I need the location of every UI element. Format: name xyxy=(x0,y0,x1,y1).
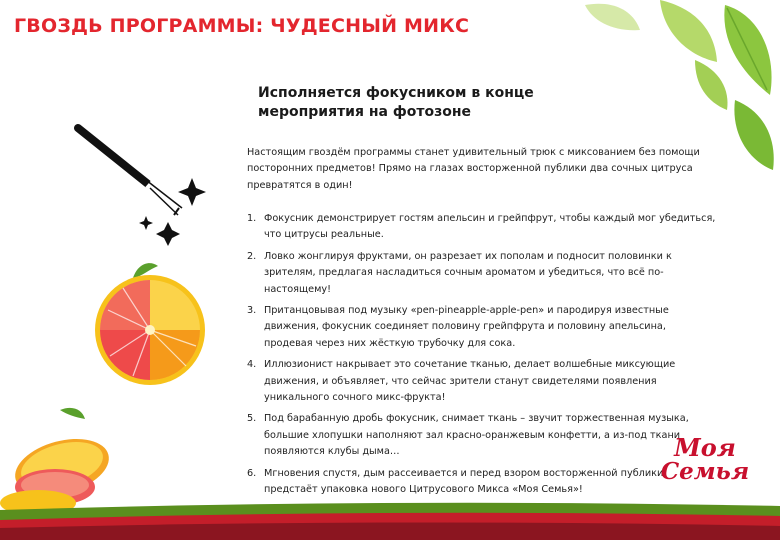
leaf-icon xyxy=(734,100,773,170)
list-item-text: Пританцовывая под музыку «pen-pineapple-apple-pen» и пародируя известные движения, фокусник соединяет половину грейпфрута и половину апельсина, продевая через них жёсткую трубочку для сока. xyxy=(264,305,669,349)
list-item-text: Фокусник демонстрирует гостям апельсин и грейпфрут, чтобы каждый мог убедиться, что цитрусы реальные. xyxy=(264,213,716,241)
leaf-icon xyxy=(660,0,717,62)
sparkle-icon xyxy=(139,216,153,230)
list-number: 3. xyxy=(247,305,257,317)
list-item-text: Мгновения спустя, дым рассеивается и перед взором восторженной публики предстаёт упаковка нового Цитрусового Микса «Моя Семья»! xyxy=(264,467,664,496)
sparkle-icon xyxy=(178,178,206,206)
list-item-text: Под барабанную дробь фокусник, снимает ткань – звучит торжественная музыка, большие хлопушки наполняют зал красно-оранжевым конфетти, а из-под ткани появляются клубы дыма… xyxy=(264,413,689,458)
list-item xyxy=(247,466,717,499)
subtitle: Исполняется фокусником в конце мероприятия на фотозоне xyxy=(258,85,534,120)
list-item-text: Иллюзионист накрывает это сочетание тканью, делает волшебные миксующие движения, и объявляет, что сейчас зрители станут свидетелями появления уникального сочного микс-фрукта! xyxy=(264,359,676,404)
list-number: 4. xyxy=(247,359,257,371)
magic-wand-icon xyxy=(70,118,220,253)
brand-logo xyxy=(650,433,760,485)
list-item-text: Ловко жонглируя фруктами, он разрезает их пополам и подносит половинки к зрителям, предлагая насладиться сочным ароматом и убедиться, что всё по-настоящему! xyxy=(264,250,672,295)
steps-list xyxy=(247,211,717,504)
list-item xyxy=(247,249,717,298)
list-item xyxy=(247,411,717,460)
leaf-icon xyxy=(585,4,640,31)
bottom-band xyxy=(0,496,780,540)
leaf-icon xyxy=(695,60,728,110)
logo-line-2: Семья xyxy=(660,458,750,485)
sparkle-icon xyxy=(156,222,180,246)
page-title: ГВОЗДЬ ПРОГРАММЫ: ЧУДЕСНЫЙ МИКС xyxy=(14,15,470,37)
list-number: 2. xyxy=(247,250,257,262)
list-number: 1. xyxy=(247,213,257,224)
list-number: 5. xyxy=(247,413,257,425)
logo-line-1: Моя xyxy=(674,433,736,462)
intro-text: Настоящим гвоздём программы станет удивительный трюк с миксованием без помощи посторонних предметов! Прямо на глазах восторженной публики два сочных цитруса превратятся в один! xyxy=(247,147,700,191)
list-number: 6. xyxy=(247,467,257,479)
list-item xyxy=(247,303,717,352)
list-item xyxy=(247,357,717,406)
list-item xyxy=(247,211,717,244)
citrus-icon xyxy=(88,258,238,393)
